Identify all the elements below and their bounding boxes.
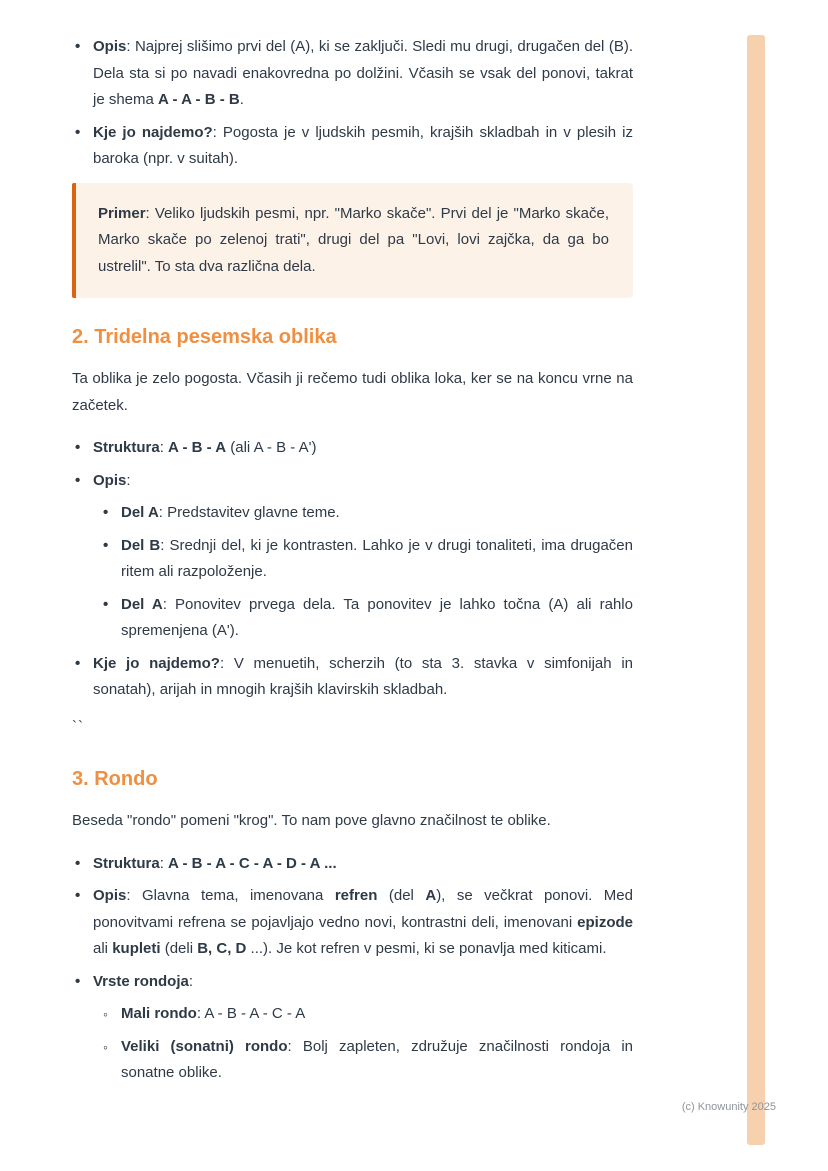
sub-bullet-del-a-ponovitev: • Del A: Ponovitev prvega dela. Ta ponovitev je lahko točna (A) ali rahlo spremenjena (A'). xyxy=(100,592,633,645)
page-edge-decoration xyxy=(747,35,765,1145)
section-intro-rondo: Beseda "rondo" pomeni "krog". To nam pove glavno značilnost te oblike. xyxy=(72,812,551,829)
bullet-vrste-label: Vrste rondoja: xyxy=(93,972,194,990)
bullet-opis-rondo: • Opis: Glavna tema, imenovana refren (del A), se večkrat ponovi. Med ponovitvami refrena se pojavljajo vedno novi, kontrastni deli, imenovani epizode ali kupleti (deli B, C, D ...). Je kot refren v pesmi, ki se ponavlja med kiticami. xyxy=(72,883,633,963)
rondo-bullet-list xyxy=(72,851,633,1087)
bullet-opis-tridelna xyxy=(72,468,633,645)
bullet-kje-najdemo-dvodelna: • Kje jo najdemo?: Pogosta je v ljudskih pesmih, krajših skladbah in v plesih iz baroka (npr. v suitah). xyxy=(72,120,633,173)
example-callout xyxy=(72,183,633,299)
bullet-vrste-rondoja xyxy=(72,969,633,1087)
section-heading-rondo: 3. Rondo xyxy=(72,768,158,790)
bullet-kje-najdemo-tridelna: • Kje jo najdemo?: V menuetih, scherzih (to sta 3. stavka v simfonijah in sonatah), arijah in mnogih krajših klavirskih skladbah. xyxy=(72,651,633,704)
sub-bullet-del-a: • Del A: Predstavitev glavne teme. xyxy=(100,500,633,527)
tridelna-bullet-list xyxy=(72,435,633,704)
section-intro-tridelna: Ta oblika je zelo pogosta. Včasih ji rečemo tudi oblika loka, ker se na koncu vrne na začetek. xyxy=(72,370,633,414)
sub-bullet-del-b: • Del B: Srednji del, ki je kontrasten. Lahko je v drugi tonaliteti, ima drugačen ritem ali razpoloženje. xyxy=(100,533,633,586)
sub-bullet-mali-rondo: ◦ Mali rondo: A - B - A - C - A xyxy=(100,1001,633,1028)
section-heading-tridelna: 2. Tridelna pesemska oblika xyxy=(72,326,337,348)
bullet-struktura-rondo: • Struktura: A - B - A - C - A - D - A ... xyxy=(72,851,633,878)
bullet-struktura-tridelna: • Struktura: A - B - A (ali A - B - A') xyxy=(72,435,633,462)
bullet-opis-label: Opis: xyxy=(93,471,131,489)
callout-text: Primer: Veliko ljudskih pesmi, npr. "Marko skače". Prvi del je "Marko skače, Marko skače po zelenoj trati", drugi del pa "Lovi, lovi zajčka, da ga bo ustrelil". To sta dva različna dela. xyxy=(98,204,609,275)
bullet-opis-dvodelna: • Opis: Najprej slišimo prvi del (A), ki se zaključi. Sledi mu drugi, drugačen del (B). Dela sta si po navadi enakovredna po dolžini. Včasih se vsak del ponovi, takrat je shema A - A - B - B. xyxy=(72,34,633,114)
document-content xyxy=(72,0,633,1087)
copyright-note: (c) Knowunity 2025 xyxy=(681,1101,776,1113)
sub-bullet-veliki-rondo: ◦ Veliki (sonatni) rondo: Bolj zapleten, združuje značilnosti rondoja in sonatne oblike. xyxy=(100,1034,633,1087)
opis-sublist xyxy=(100,500,633,645)
intro-bullet-list xyxy=(72,34,633,173)
vrste-sublist xyxy=(100,1001,633,1087)
stray-backticks: `` xyxy=(72,717,84,735)
